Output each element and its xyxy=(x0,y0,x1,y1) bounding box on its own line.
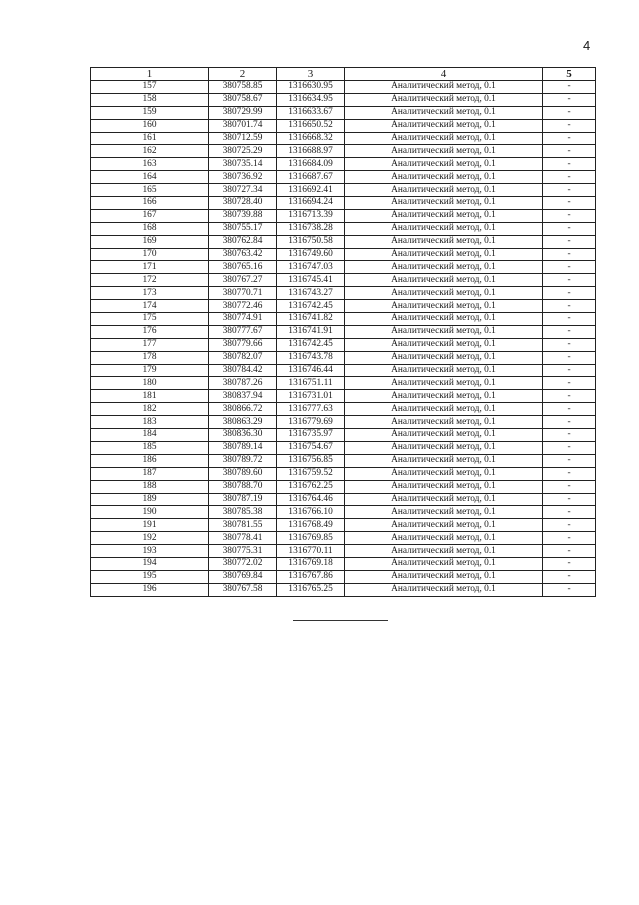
y-coordinate-cell: 1316754.67 xyxy=(277,441,345,454)
point-number-cell: 196 xyxy=(91,583,209,596)
x-coordinate-cell: 380770.71 xyxy=(209,287,277,300)
error-cell: - xyxy=(543,222,596,235)
error-cell: - xyxy=(543,325,596,338)
error-cell: - xyxy=(543,274,596,287)
point-number-cell: 164 xyxy=(91,171,209,184)
column-header-3: 3 xyxy=(277,68,345,81)
y-coordinate-cell: 1316668.32 xyxy=(277,132,345,145)
table-row xyxy=(91,467,596,480)
x-coordinate-cell: 380788.70 xyxy=(209,480,277,493)
point-number-cell: 195 xyxy=(91,570,209,583)
error-cell: - xyxy=(543,429,596,442)
error-cell: - xyxy=(543,532,596,545)
method-cell: Аналитический метод, 0.1 xyxy=(345,557,543,570)
error-cell: - xyxy=(543,145,596,158)
method-cell: Аналитический метод, 0.1 xyxy=(345,248,543,261)
method-cell: Аналитический метод, 0.1 xyxy=(345,351,543,364)
point-number-cell: 157 xyxy=(91,81,209,94)
y-coordinate-cell: 1316694.24 xyxy=(277,197,345,210)
error-cell: - xyxy=(543,454,596,467)
method-cell: Аналитический метод, 0.1 xyxy=(345,209,543,222)
table-row xyxy=(91,506,596,519)
y-coordinate-cell: 1316743.78 xyxy=(277,351,345,364)
method-cell: Аналитический метод, 0.1 xyxy=(345,506,543,519)
page-number: 4 xyxy=(583,38,591,53)
y-coordinate-cell: 1316713.39 xyxy=(277,209,345,222)
method-cell: Аналитический метод, 0.1 xyxy=(345,416,543,429)
point-number-cell: 170 xyxy=(91,248,209,261)
table-row xyxy=(91,248,596,261)
method-cell: Аналитический метод, 0.1 xyxy=(345,171,543,184)
point-number-cell: 172 xyxy=(91,274,209,287)
error-cell: - xyxy=(543,338,596,351)
point-number-cell: 187 xyxy=(91,467,209,480)
error-cell: - xyxy=(543,197,596,210)
point-number-cell: 165 xyxy=(91,184,209,197)
point-number-cell: 171 xyxy=(91,261,209,274)
y-coordinate-cell: 1316630.95 xyxy=(277,81,345,94)
x-coordinate-cell: 380712.59 xyxy=(209,132,277,145)
y-coordinate-cell: 1316692.41 xyxy=(277,184,345,197)
table-row xyxy=(91,441,596,454)
table-row xyxy=(91,416,596,429)
method-cell: Аналитический метод, 0.1 xyxy=(345,390,543,403)
y-coordinate-cell: 1316650.52 xyxy=(277,119,345,132)
y-coordinate-cell: 1316745.41 xyxy=(277,274,345,287)
table-row xyxy=(91,519,596,532)
method-cell: Аналитический метод, 0.1 xyxy=(345,377,543,390)
table-row xyxy=(91,429,596,442)
table-row xyxy=(91,145,596,158)
method-cell: Аналитический метод, 0.1 xyxy=(345,313,543,326)
error-cell: - xyxy=(543,441,596,454)
error-cell: - xyxy=(543,493,596,506)
error-cell: - xyxy=(543,287,596,300)
error-cell: - xyxy=(543,583,596,596)
x-coordinate-cell: 380755.17 xyxy=(209,222,277,235)
y-coordinate-cell: 1316767.86 xyxy=(277,570,345,583)
y-coordinate-cell: 1316742.45 xyxy=(277,338,345,351)
x-coordinate-cell: 380767.58 xyxy=(209,583,277,596)
x-coordinate-cell: 380728.40 xyxy=(209,197,277,210)
column-header-5: 5 xyxy=(543,68,596,81)
error-cell: - xyxy=(543,467,596,480)
point-number-cell: 194 xyxy=(91,557,209,570)
table-row xyxy=(91,274,596,287)
error-cell: - xyxy=(543,248,596,261)
table-row xyxy=(91,119,596,132)
point-number-cell: 182 xyxy=(91,403,209,416)
y-coordinate-cell: 1316746.44 xyxy=(277,364,345,377)
point-number-cell: 181 xyxy=(91,390,209,403)
x-coordinate-cell: 380769.84 xyxy=(209,570,277,583)
point-number-cell: 190 xyxy=(91,506,209,519)
y-coordinate-cell: 1316743.27 xyxy=(277,287,345,300)
point-number-cell: 173 xyxy=(91,287,209,300)
method-cell: Аналитический метод, 0.1 xyxy=(345,429,543,442)
error-cell: - xyxy=(543,171,596,184)
y-coordinate-cell: 1316742.45 xyxy=(277,300,345,313)
y-coordinate-cell: 1316747.03 xyxy=(277,261,345,274)
x-coordinate-cell: 380774.91 xyxy=(209,313,277,326)
point-number-cell: 159 xyxy=(91,106,209,119)
point-number-cell: 193 xyxy=(91,545,209,558)
y-coordinate-cell: 1316688.97 xyxy=(277,145,345,158)
method-cell: Аналитический метод, 0.1 xyxy=(345,93,543,106)
method-cell: Аналитический метод, 0.1 xyxy=(345,261,543,274)
x-coordinate-cell: 380763.42 xyxy=(209,248,277,261)
point-number-cell: 186 xyxy=(91,454,209,467)
x-coordinate-cell: 380767.27 xyxy=(209,274,277,287)
method-cell: Аналитический метод, 0.1 xyxy=(345,197,543,210)
y-coordinate-cell: 1316738.28 xyxy=(277,222,345,235)
x-coordinate-cell: 380772.46 xyxy=(209,300,277,313)
x-coordinate-cell: 380762.84 xyxy=(209,235,277,248)
y-coordinate-cell: 1316779.69 xyxy=(277,416,345,429)
table-row xyxy=(91,106,596,119)
error-cell: - xyxy=(543,119,596,132)
point-number-cell: 176 xyxy=(91,325,209,338)
point-number-cell: 163 xyxy=(91,158,209,171)
error-cell: - xyxy=(543,377,596,390)
table-row xyxy=(91,570,596,583)
table-row xyxy=(91,287,596,300)
table-row xyxy=(91,209,596,222)
table-row xyxy=(91,184,596,197)
error-cell: - xyxy=(543,209,596,222)
method-cell: Аналитический метод, 0.1 xyxy=(345,145,543,158)
y-coordinate-cell: 1316764.46 xyxy=(277,493,345,506)
x-coordinate-cell: 380727.34 xyxy=(209,184,277,197)
y-coordinate-cell: 1316769.18 xyxy=(277,557,345,570)
error-cell: - xyxy=(543,93,596,106)
table-row xyxy=(91,300,596,313)
x-coordinate-cell: 380789.14 xyxy=(209,441,277,454)
x-coordinate-cell: 380739.88 xyxy=(209,209,277,222)
table-row xyxy=(91,235,596,248)
method-cell: Аналитический метод, 0.1 xyxy=(345,364,543,377)
point-number-cell: 192 xyxy=(91,532,209,545)
table-row xyxy=(91,222,596,235)
method-cell: Аналитический метод, 0.1 xyxy=(345,583,543,596)
point-number-cell: 174 xyxy=(91,300,209,313)
point-number-cell: 188 xyxy=(91,480,209,493)
table-row xyxy=(91,197,596,210)
method-cell: Аналитический метод, 0.1 xyxy=(345,222,543,235)
error-cell: - xyxy=(543,313,596,326)
method-cell: Аналитический метод, 0.1 xyxy=(345,493,543,506)
table-row xyxy=(91,351,596,364)
method-cell: Аналитический метод, 0.1 xyxy=(345,532,543,545)
method-cell: Аналитический метод, 0.1 xyxy=(345,441,543,454)
x-coordinate-cell: 380789.72 xyxy=(209,454,277,467)
point-number-cell: 160 xyxy=(91,119,209,132)
error-cell: - xyxy=(543,364,596,377)
point-number-cell: 175 xyxy=(91,313,209,326)
method-cell: Аналитический метод, 0.1 xyxy=(345,467,543,480)
table-row xyxy=(91,338,596,351)
method-cell: Аналитический метод, 0.1 xyxy=(345,158,543,171)
error-cell: - xyxy=(543,557,596,570)
y-coordinate-cell: 1316749.60 xyxy=(277,248,345,261)
coordinates-table xyxy=(90,67,596,597)
point-number-cell: 191 xyxy=(91,519,209,532)
x-coordinate-cell: 380777.67 xyxy=(209,325,277,338)
table-row xyxy=(91,480,596,493)
method-cell: Аналитический метод, 0.1 xyxy=(345,81,543,94)
point-number-cell: 158 xyxy=(91,93,209,106)
point-number-cell: 189 xyxy=(91,493,209,506)
method-cell: Аналитический метод, 0.1 xyxy=(345,545,543,558)
error-cell: - xyxy=(543,235,596,248)
table-row xyxy=(91,81,596,94)
y-coordinate-cell: 1316777.63 xyxy=(277,403,345,416)
method-cell: Аналитический метод, 0.1 xyxy=(345,287,543,300)
point-number-cell: 168 xyxy=(91,222,209,235)
table-row xyxy=(91,403,596,416)
table-row xyxy=(91,377,596,390)
x-coordinate-cell: 380775.31 xyxy=(209,545,277,558)
x-coordinate-cell: 380866.72 xyxy=(209,403,277,416)
y-coordinate-cell: 1316770.11 xyxy=(277,545,345,558)
error-cell: - xyxy=(543,519,596,532)
y-coordinate-cell: 1316768.49 xyxy=(277,519,345,532)
x-coordinate-cell: 380725.29 xyxy=(209,145,277,158)
x-coordinate-cell: 380735.14 xyxy=(209,158,277,171)
y-coordinate-cell: 1316735.97 xyxy=(277,429,345,442)
error-cell: - xyxy=(543,390,596,403)
error-cell: - xyxy=(543,570,596,583)
table-row xyxy=(91,171,596,184)
method-cell: Аналитический метод, 0.1 xyxy=(345,119,543,132)
y-coordinate-cell: 1316765.25 xyxy=(277,583,345,596)
point-number-cell: 185 xyxy=(91,441,209,454)
y-coordinate-cell: 1316684.09 xyxy=(277,158,345,171)
x-coordinate-cell: 380787.19 xyxy=(209,493,277,506)
y-coordinate-cell: 1316741.82 xyxy=(277,313,345,326)
x-coordinate-cell: 380736.92 xyxy=(209,171,277,184)
x-coordinate-cell: 380729.99 xyxy=(209,106,277,119)
table-row xyxy=(91,390,596,403)
error-cell: - xyxy=(543,416,596,429)
point-number-cell: 184 xyxy=(91,429,209,442)
error-cell: - xyxy=(543,158,596,171)
y-coordinate-cell: 1316750.58 xyxy=(277,235,345,248)
point-number-cell: 166 xyxy=(91,197,209,210)
table-row xyxy=(91,158,596,171)
table-header-row xyxy=(91,68,596,81)
point-number-cell: 183 xyxy=(91,416,209,429)
x-coordinate-cell: 380765.16 xyxy=(209,261,277,274)
column-header-1: 1 xyxy=(91,68,209,81)
x-coordinate-cell: 380784.42 xyxy=(209,364,277,377)
method-cell: Аналитический метод, 0.1 xyxy=(345,570,543,583)
method-cell: Аналитический метод, 0.1 xyxy=(345,403,543,416)
table-row xyxy=(91,93,596,106)
point-number-cell: 161 xyxy=(91,132,209,145)
column-header-4: 4 xyxy=(345,68,543,81)
x-coordinate-cell: 380782.07 xyxy=(209,351,277,364)
table-row xyxy=(91,325,596,338)
table-row xyxy=(91,454,596,467)
x-coordinate-cell: 380836.30 xyxy=(209,429,277,442)
method-cell: Аналитический метод, 0.1 xyxy=(345,454,543,467)
y-coordinate-cell: 1316769.85 xyxy=(277,532,345,545)
column-header-2: 2 xyxy=(209,68,277,81)
error-cell: - xyxy=(543,480,596,493)
x-coordinate-cell: 380779.66 xyxy=(209,338,277,351)
table-row xyxy=(91,132,596,145)
method-cell: Аналитический метод, 0.1 xyxy=(345,274,543,287)
table-row xyxy=(91,557,596,570)
point-number-cell: 178 xyxy=(91,351,209,364)
x-coordinate-cell: 380863.29 xyxy=(209,416,277,429)
x-coordinate-cell: 380789.60 xyxy=(209,467,277,480)
y-coordinate-cell: 1316633.67 xyxy=(277,106,345,119)
point-number-cell: 162 xyxy=(91,145,209,158)
y-coordinate-cell: 1316762.25 xyxy=(277,480,345,493)
point-number-cell: 167 xyxy=(91,209,209,222)
x-coordinate-cell: 380781.55 xyxy=(209,519,277,532)
method-cell: Аналитический метод, 0.1 xyxy=(345,338,543,351)
method-cell: Аналитический метод, 0.1 xyxy=(345,300,543,313)
x-coordinate-cell: 380785.38 xyxy=(209,506,277,519)
table-row xyxy=(91,313,596,326)
error-cell: - xyxy=(543,106,596,119)
y-coordinate-cell: 1316741.91 xyxy=(277,325,345,338)
method-cell: Аналитический метод, 0.1 xyxy=(345,235,543,248)
y-coordinate-cell: 1316731.01 xyxy=(277,390,345,403)
error-cell: - xyxy=(543,132,596,145)
error-cell: - xyxy=(543,300,596,313)
method-cell: Аналитический метод, 0.1 xyxy=(345,325,543,338)
y-coordinate-cell: 1316756.85 xyxy=(277,454,345,467)
x-coordinate-cell: 380701.74 xyxy=(209,119,277,132)
x-coordinate-cell: 380837.94 xyxy=(209,390,277,403)
x-coordinate-cell: 380778.41 xyxy=(209,532,277,545)
method-cell: Аналитический метод, 0.1 xyxy=(345,480,543,493)
table-row xyxy=(91,493,596,506)
table-row xyxy=(91,364,596,377)
error-cell: - xyxy=(543,403,596,416)
y-coordinate-cell: 1316751.11 xyxy=(277,377,345,390)
x-coordinate-cell: 380787.26 xyxy=(209,377,277,390)
y-coordinate-cell: 1316759.52 xyxy=(277,467,345,480)
table-row xyxy=(91,583,596,596)
point-number-cell: 179 xyxy=(91,364,209,377)
table-row xyxy=(91,545,596,558)
y-coordinate-cell: 1316766.10 xyxy=(277,506,345,519)
point-number-cell: 180 xyxy=(91,377,209,390)
point-number-cell: 177 xyxy=(91,338,209,351)
x-coordinate-cell: 380772.02 xyxy=(209,557,277,570)
method-cell: Аналитический метод, 0.1 xyxy=(345,106,543,119)
table-row xyxy=(91,532,596,545)
method-cell: Аналитический метод, 0.1 xyxy=(345,184,543,197)
method-cell: Аналитический метод, 0.1 xyxy=(345,132,543,145)
method-cell: Аналитический метод, 0.1 xyxy=(345,519,543,532)
point-number-cell: 169 xyxy=(91,235,209,248)
x-coordinate-cell: 380758.85 xyxy=(209,81,277,94)
error-cell: - xyxy=(543,545,596,558)
x-coordinate-cell: 380758.67 xyxy=(209,93,277,106)
table-row xyxy=(91,261,596,274)
y-coordinate-cell: 1316634.95 xyxy=(277,93,345,106)
y-coordinate-cell: 1316687.67 xyxy=(277,171,345,184)
error-cell: - xyxy=(543,506,596,519)
error-cell: - xyxy=(543,184,596,197)
end-of-table-line xyxy=(293,620,388,621)
error-cell: - xyxy=(543,351,596,364)
error-cell: - xyxy=(543,261,596,274)
error-cell: - xyxy=(543,81,596,94)
table-body xyxy=(91,81,596,597)
